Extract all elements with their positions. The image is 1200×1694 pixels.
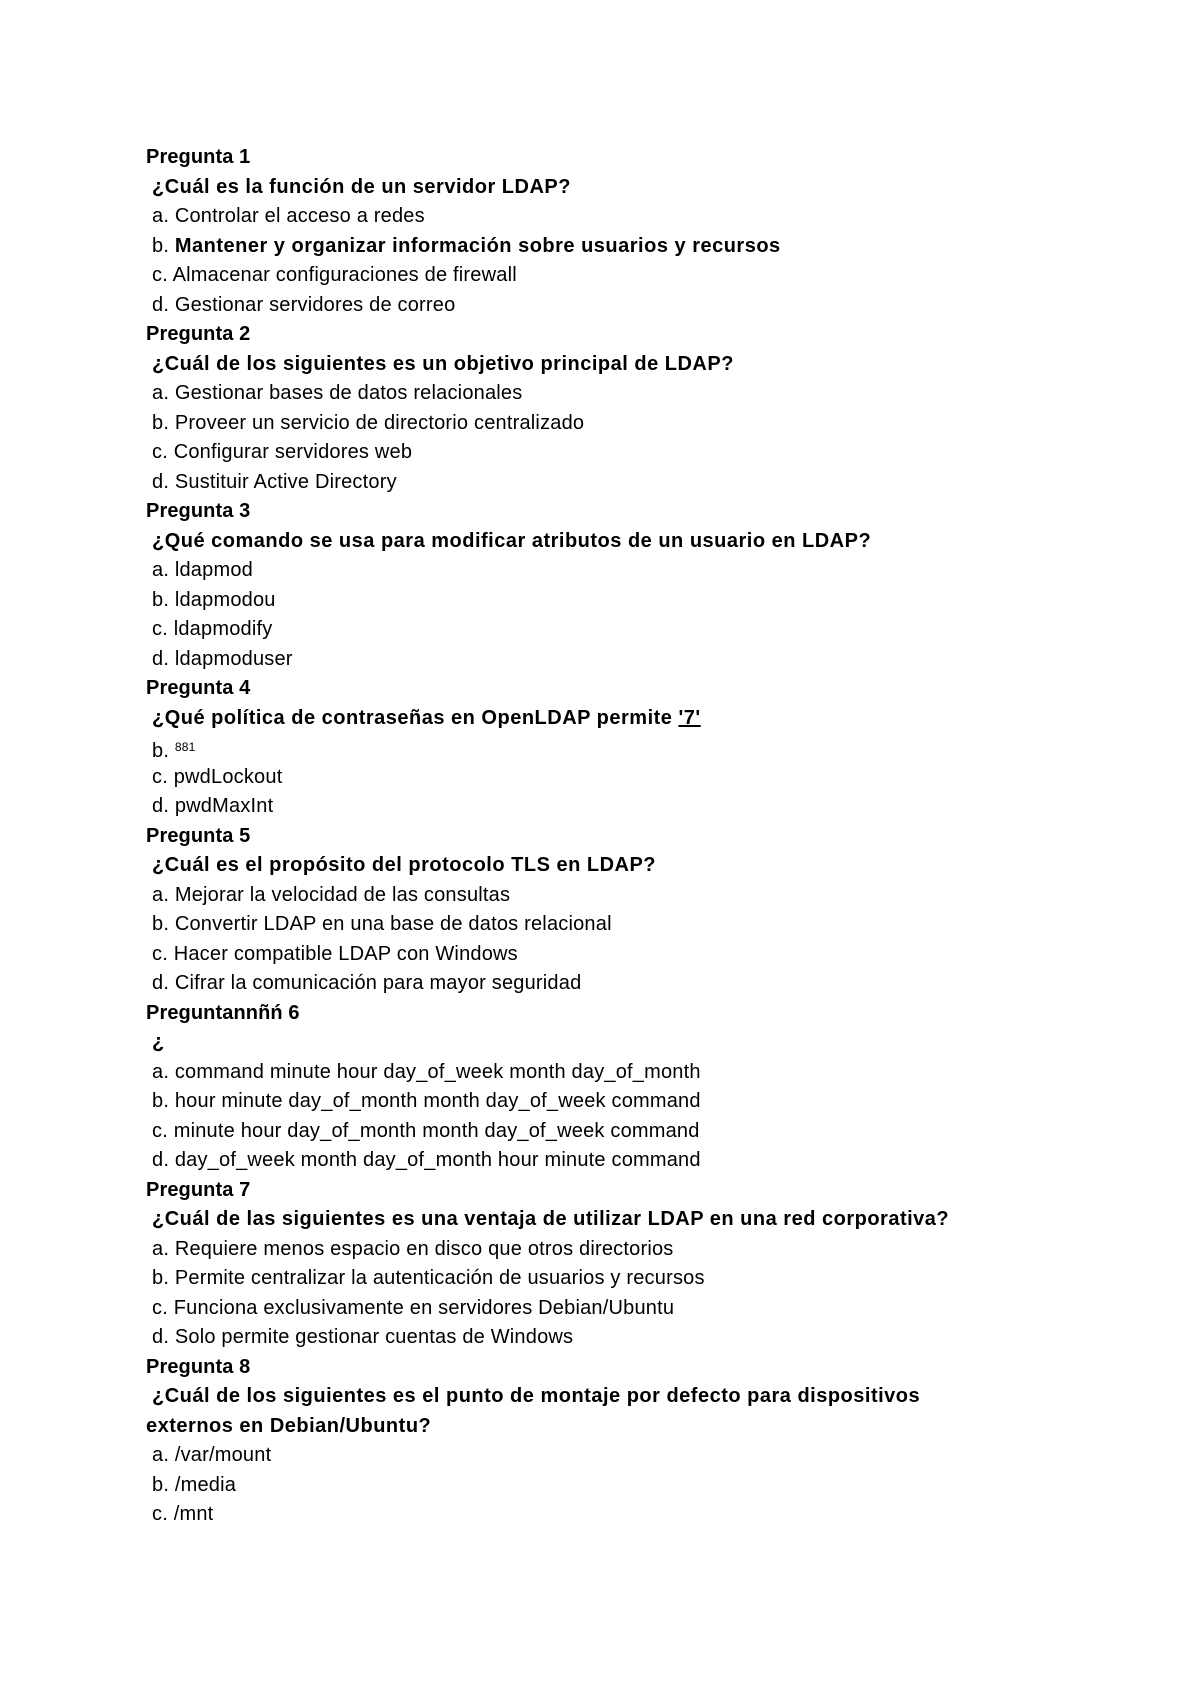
answer-option [146, 1235, 1046, 1265]
answer-option [146, 379, 1046, 409]
option-prefix: c. [152, 441, 174, 463]
question-text: ¿Cuál de las siguientes es una ventaja de utilizar LDAP en una red corporativa? [152, 1208, 950, 1230]
answer-option [146, 733, 1046, 763]
option-prefix: c. [152, 1503, 174, 1525]
option-text: Funciona exclusivamente en servidores Debian/Ubuntu [173, 1296, 675, 1319]
question-text: ¿Cuál de los siguientes es un objetivo principal de LDAP? [152, 352, 734, 375]
question-title: Pregunta 7 [146, 1178, 251, 1201]
question-text: ¿Cuál es el propósito del protocolo TLS en LDAP? [152, 854, 657, 876]
option-text: command minute hour day_of_week month day_of_month [174, 1060, 701, 1083]
option-text: minute hour day_of_month month day_of_week command [173, 1119, 700, 1142]
option-text: Gestionar bases de datos relacionales [174, 382, 523, 404]
question-text-main: ¿Qué política de contraseñas en OpenLDAP permite [152, 706, 679, 729]
question-text: ¿Cuál es la función de un servidor LDAP? [152, 175, 571, 198]
option-text: Sustituir Active Directory [174, 470, 397, 493]
option-text: hour minute day_of_month month day_of_week command [174, 1090, 701, 1112]
answer-option-highlighted [146, 232, 1046, 262]
option-prefix: a. [152, 205, 175, 227]
option-text: Mejorar la velocidad de las consultas [174, 883, 511, 906]
question-text-tail: '7' [678, 706, 701, 729]
option-prefix: c. [152, 264, 173, 286]
option-text: Hacer compatible LDAP con Windows [173, 942, 518, 965]
answer-option [146, 1294, 1046, 1324]
option-prefix: b. [152, 588, 175, 611]
answer-option [146, 261, 1046, 291]
option-text: Requiere menos espacio en disco que otros directorios [174, 1237, 674, 1260]
option-text: Permite centralizar la autenticación de usuarios y recursos [174, 1267, 705, 1289]
question-block [146, 822, 1046, 999]
question-block [146, 674, 1046, 822]
option-prefix: d. [152, 1326, 175, 1348]
question-block [146, 999, 1046, 1176]
answer-option [146, 910, 1046, 940]
option-text: ldapmodify [173, 618, 273, 640]
question-block [146, 1176, 1046, 1353]
option-prefix: d. [152, 647, 175, 670]
answer-option [146, 1146, 1046, 1176]
option-text: /media [174, 1473, 237, 1496]
question-title: Pregunta 5 [146, 824, 251, 847]
question-text-continued: externos en Debian/Ubuntu? [146, 1414, 432, 1437]
option-text: Convertir LDAP en una base de datos relacional [174, 913, 612, 935]
answer-option [146, 409, 1046, 439]
answer-option [146, 940, 1046, 970]
option-text: Configurar servidores web [173, 441, 413, 463]
option-prefix: d. [152, 470, 175, 493]
option-prefix: a. [152, 559, 175, 581]
question-text: ¿ [152, 1031, 165, 1053]
option-prefix: a. [152, 883, 175, 906]
option-text: pwdLockout [173, 765, 283, 788]
question-block [146, 143, 1046, 320]
option-text: ldapmodou [174, 588, 276, 611]
option-prefix: c. [152, 1296, 174, 1319]
option-prefix: c. [152, 618, 174, 640]
option-prefix: b. [152, 234, 175, 257]
answer-option [146, 1323, 1046, 1353]
question-text: ¿Cuál de los siguientes es el punto de montaje por defecto para dispositivos [152, 1385, 921, 1407]
answer-option [146, 1441, 1046, 1471]
answer-option [146, 1264, 1046, 1294]
answer-option [146, 792, 1046, 822]
question-title: Pregunta 4 [146, 677, 251, 699]
option-prefix: d. [152, 1149, 175, 1171]
answer-option [146, 556, 1046, 586]
answer-option [146, 468, 1046, 498]
question-title: Preguntannñń 6 [146, 1001, 300, 1024]
document-page [146, 143, 1046, 1530]
answer-option [146, 202, 1046, 232]
option-text: Mantener y organizar información sobre usuarios y recursos [174, 234, 781, 257]
option-prefix: a. [152, 1237, 175, 1260]
answer-option [146, 586, 1046, 616]
answer-option [146, 1058, 1046, 1088]
option-prefix: a. [152, 1444, 175, 1466]
option-prefix: c. [152, 765, 174, 788]
option-text: ldapmod [174, 559, 253, 581]
answer-option [146, 1087, 1046, 1117]
option-prefix: b. [152, 1090, 175, 1112]
option-prefix: a. [152, 382, 175, 404]
answer-option [146, 1117, 1046, 1147]
answer-option [146, 438, 1046, 468]
option-prefix: d. [152, 972, 175, 994]
option-prefix: a. [152, 1060, 175, 1083]
question-title: Pregunta 3 [146, 500, 251, 522]
option-text: /var/mount [174, 1444, 272, 1466]
option-text: Proveer un servicio de directorio centralizado [174, 411, 585, 434]
option-text: day_of_week month day_of_month hour minute command [174, 1149, 701, 1171]
option-text: /mnt [173, 1503, 214, 1525]
option-prefix: b. [152, 740, 175, 762]
answer-option [146, 1471, 1046, 1501]
question-block [146, 497, 1046, 674]
option-text: Solo permite gestionar cuentas de Windows [174, 1326, 574, 1348]
option-text: Gestionar servidores de correo [174, 293, 456, 316]
answer-option [146, 645, 1046, 675]
answer-option [146, 763, 1046, 793]
option-prefix: d. [152, 795, 175, 817]
option-prefix: b. [152, 913, 175, 935]
answer-option [146, 615, 1046, 645]
option-text: Controlar el acceso a redes [174, 205, 425, 227]
question-text: ¿Qué comando se usa para modificar atributos de un usuario en LDAP? [152, 529, 872, 552]
option-prefix: c. [152, 1119, 174, 1142]
answer-option [146, 969, 1046, 999]
option-prefix: d. [152, 293, 175, 316]
answer-option [146, 1500, 1046, 1530]
option-text: ldapmoduser [174, 647, 293, 670]
option-prefix: b. [152, 411, 175, 434]
question-block [146, 1353, 1046, 1530]
question-title: Pregunta 2 [146, 323, 251, 345]
question-title: Pregunta 1 [146, 146, 251, 168]
question-text [146, 704, 1046, 734]
option-text: pwdMaxInt [174, 795, 274, 817]
question-title: Pregunta 8 [146, 1355, 251, 1378]
question-block [146, 320, 1046, 497]
option-text: 881 [174, 740, 196, 754]
option-prefix: c. [152, 942, 174, 965]
answer-option [146, 291, 1046, 321]
option-text: Almacenar configuraciones de firewall [172, 264, 517, 286]
option-prefix: b. [152, 1473, 175, 1496]
option-prefix: b. [152, 1267, 175, 1289]
answer-option [146, 881, 1046, 911]
option-text: Cifrar la comunicación para mayor seguridad [174, 972, 582, 994]
